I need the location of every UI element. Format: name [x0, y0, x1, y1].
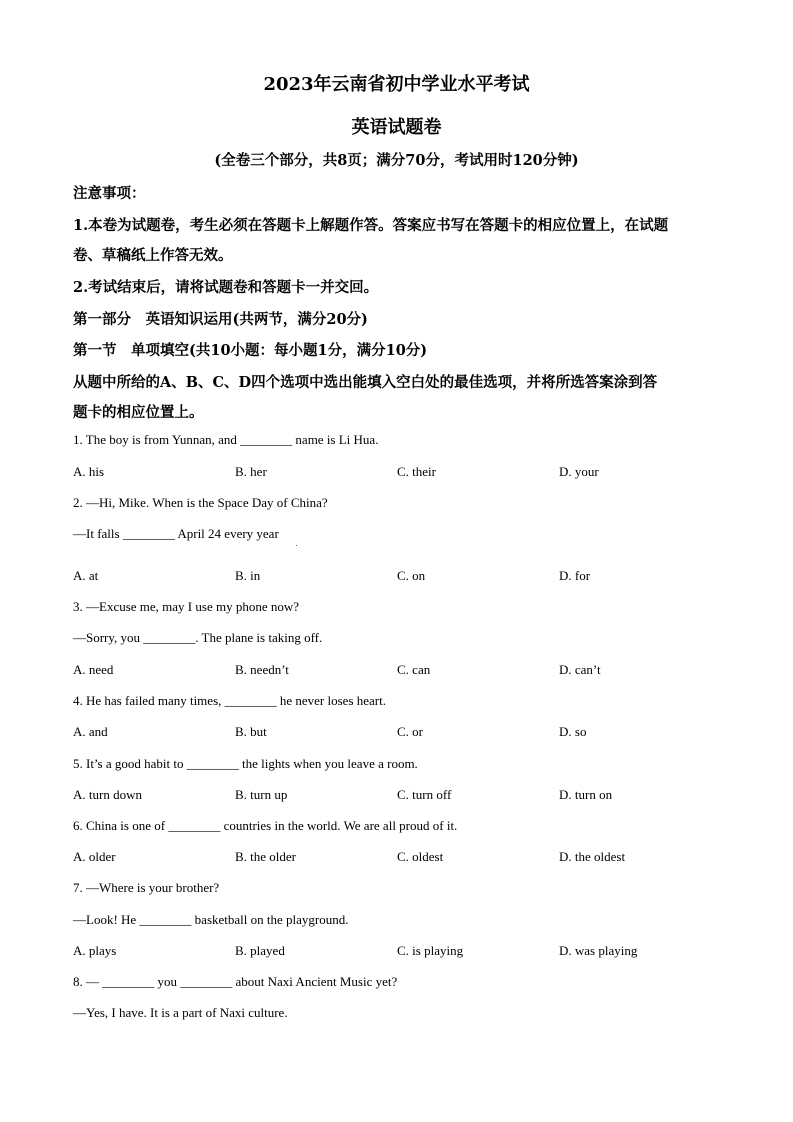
- question-4-option-c: C. or: [397, 724, 423, 739]
- question-7-option-b: B. played: [235, 943, 285, 958]
- question-7-stem-line-2: —Look! He ________ basketball on the playground.: [73, 912, 349, 927]
- question-5-option-d: D. turn on: [559, 787, 613, 802]
- question-7-option-a: A. plays: [73, 943, 117, 958]
- question-3-option-b: B. needn’t: [235, 662, 289, 677]
- instruction-item-2: 2.考试结束后，请将试题卷和答题卡一并交回。: [73, 279, 379, 296]
- exam-subtitle: 英语试题卷: [351, 117, 442, 138]
- instruction-item-1-line-1: 1.本卷为试题卷，考生必须在答题卡上解题作答。答案应书写在答题卡的相应位置上，在试题: [73, 217, 669, 234]
- question-1-option-d: D. your: [559, 464, 599, 479]
- question-2-stem-line-1: 2. —Hi, Mike. When is the Space Day of China?: [73, 495, 328, 510]
- question-3-option-d: D. can’t: [559, 662, 601, 677]
- question-2-option-c: C. on: [397, 568, 426, 583]
- exam-title: 2023年云南省初中学业水平考试: [263, 74, 530, 95]
- question-3-option-c: C. can: [397, 662, 431, 677]
- question-4-option-d: D. so: [559, 724, 587, 739]
- question-4-option-b: B. but: [235, 724, 267, 739]
- question-7-option-d: D. was playing: [559, 943, 638, 958]
- question-6-option-b: B. the older: [235, 849, 297, 864]
- question-1-option-b: B. her: [235, 464, 267, 479]
- instruction-item-1-line-2: 卷、草稿纸上作答无效。: [73, 247, 233, 264]
- question-3-stem-line-1: 3. —Excuse me, may I use my phone now?: [73, 599, 300, 614]
- question-4-stem: 4. He has failed many times, ________ he never loses heart.: [73, 693, 386, 708]
- question-5-option-a: A. turn down: [73, 787, 142, 802]
- question-1-stem: 1. The boy is from Yunnan, and ________ name is Li Hua.: [73, 432, 379, 447]
- question-8-stem-line-2: —Yes, I have. It is a part of Naxi culture.: [73, 1005, 288, 1020]
- stray-dot: [296, 545, 297, 546]
- question-3-option-a: A. need: [73, 662, 114, 677]
- question-2-option-b: B. in: [235, 568, 261, 583]
- question-4-option-a: A. and: [73, 724, 108, 739]
- question-5-stem: 5. It’s a good habit to ________ the lights when you leave a room.: [73, 756, 418, 771]
- question-3-stem-line-2: —Sorry, you ________. The plane is taking off.: [73, 630, 323, 645]
- question-2-option-a: A. at: [73, 568, 99, 583]
- directions-line-1: 从题中所给的A、B、C、D四个选项中选出能填入空白处的最佳选项，并将所选答案涂到答: [73, 374, 658, 391]
- question-5-option-c: C. turn off: [397, 787, 452, 802]
- instructions-heading: 注意事项：: [73, 185, 146, 202]
- question-7-option-c: C. is playing: [397, 943, 464, 958]
- question-1-option-c: C. their: [397, 464, 436, 479]
- question-6-option-d: D. the oldest: [559, 849, 626, 864]
- question-6-stem: 6. China is one of ________ countries in the world. We are all proud of it.: [73, 818, 458, 833]
- question-2-stem-line-2: —It falls ________ April 24 every year: [73, 526, 279, 541]
- question-2-option-d: D. for: [559, 568, 591, 583]
- question-8-stem-line-1: 8. — ________ you ________ about Naxi Ancient Music yet?: [73, 974, 398, 989]
- question-1-option-a: A. his: [73, 464, 105, 479]
- directions-line-2: 题卡的相应位置上。: [73, 404, 204, 421]
- section-1-title: 第一节 单项填空(共10小题：每小题1分，满分10分): [73, 342, 428, 359]
- question-6-option-c: C. oldest: [397, 849, 444, 864]
- question-7-stem-line-1: 7. —Where is your brother?: [73, 880, 220, 895]
- exam-note: (全卷三个部分，共8页；满分70分，考试用时120分钟): [214, 152, 579, 169]
- question-6-option-a: A. older: [73, 849, 116, 864]
- question-5-option-b: B. turn up: [235, 787, 288, 802]
- part-1-title: 第一部分 英语知识运用(共两节，满分20分): [73, 311, 368, 328]
